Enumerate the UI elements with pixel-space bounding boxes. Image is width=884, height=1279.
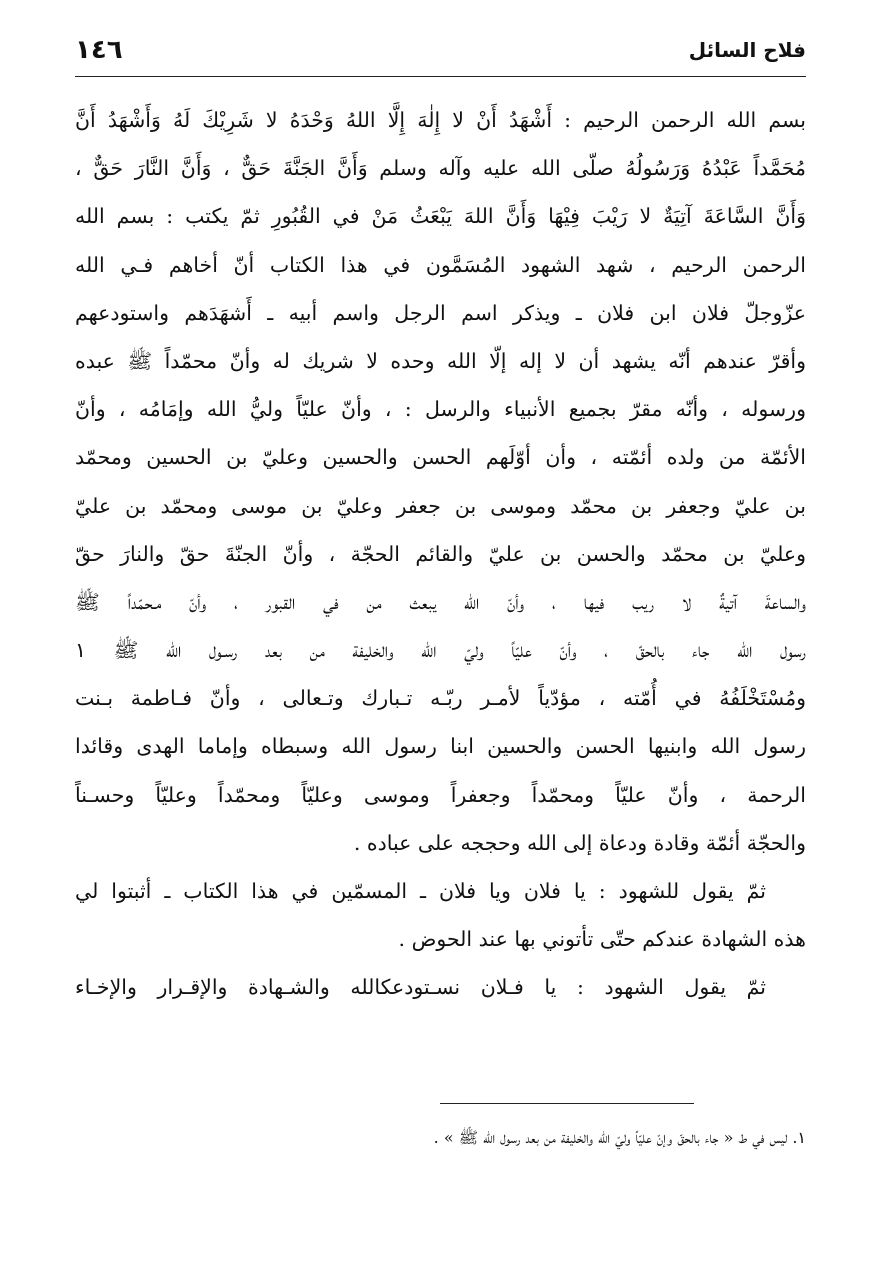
page-number: ١٤٦ [75,35,123,65]
text-line: وعليّ بن محمّد والحسن بن عليّ والقائم الحجّة ، وأنّ الجنّةَ حقّ والنارَ حقّ [75,541,806,566]
text-line: الرحمة ، وأنّ عليّاً ومحمّداً وجعفراً وموسى وعليّاً ومحمّداً وعليّاً وحسـناً [75,782,806,807]
text-line: الأئمّة من ولده أئمّته ، وأن أوّلَهم الحسن والحسين وعليّ بن الحسين ومحمّد [75,445,806,470]
text-line: بسم الله الرحمن الرحيم : أَشْهَدُ أَنْ لا إِلٰهَ إِلَّا اللهُ وَحْدَهُ لا شَرِيْكَ لَهُ وَأَشْهَدُ أَنَّ [75,108,806,132]
text-line: وَأَنَّ السَّاعَةَ آتِيَةٌ لا رَيْبَ فِيْهَا وَأَنَّ اللهَ يَبْعَثُ مَنْ في القُبُورِ ثمّ يكتب : بسم الله [75,204,806,229]
running-title: فلاح السائل [688,38,806,62]
header-divider [75,76,806,77]
text-line: رسول الله وابنيها الحسن والحسين ابنا رسول الله وسبطاه وإماما الهدى وقائدا [75,734,806,759]
text-line: ثمّ يقول الشهود : يا فـلان نسـتودعكالله والشـهادة والإقـرار والإخـاء [75,975,766,1000]
page-header [75,30,806,70]
footnote-divider [440,1103,694,1104]
body-text [75,96,806,1012]
text-line: ثمّ يقول للشهود : يا فلان ويا فلان ـ المسمّين في هذا الكتاب ـ أثبتوا لي [75,879,766,903]
text-line: رسول الله جاء بالحقّ ، وأنّ عليّاً وليّ الله والخليفة من بعد رسـول الله ﷺ ١ [75,638,806,663]
text-line: والحجّة أئمّة وقادة ودعاة إلى الله وحججه على عباده . [353,830,806,855]
text-line: ورسوله ، وأنّه مقرّ بجميع الأنبياء والرسل : ، وأنّ عليّاً وليُّ الله وإمَامُه ، وأنّ [75,397,806,422]
text-line: وأقرّ عندهم أنّه يشهد أن لا إله إلّا الله وحده لا شريك له وأنّ محمّداً ﷺ عبده [75,348,806,373]
text-line: هذه الشهادة عندكم حتّى تأتوني بها عند الحوض . [398,927,806,952]
footnote: ١. ليس في ط « جاء بالحقّ وإنّ عليّاً وليّ الله والخليفة من بعد رسول الله ﷺ » . [433,1128,806,1147]
text-line: بن عليّ وجعفر بن محمّد وموسى بن جعفر وعليّ بن موسى ومحمّد بن عليّ [75,493,806,518]
text-line: مُحَمَّداً عَبْدُهُ وَرَسُولُهُ صلّى الله عليه وآله وسلم وَأَنَّ الجَنَّةَ حَقٌّ ، وَأَنَّ النَّارَ حَقٌّ ، [75,156,806,181]
text-line: الرحمن الرحيم ، شهد الشهود المُسَمَّون في هذا الكتاب أنّ أخاهم فـي الله [75,252,806,277]
text-line: والساعةَ آتيةٌ لا ريب فيها ، وأنّ الله يبعث من في القبور ، وأنّ مـحمّداً ﷺ [75,589,806,614]
text-line: ومُسْتَخْلَفُهُ في أُمّته ، مؤدّياً لأمـر ربّـه تـبارك وتـعالى ، وأنّ فـاطمة بـنت [75,686,806,711]
text-line: عزّوجلّ فلان ابن فلان ـ ويذكر اسم الرجل واسم أبيه ـ أَشهَدَهم واستودعهم [75,300,806,325]
